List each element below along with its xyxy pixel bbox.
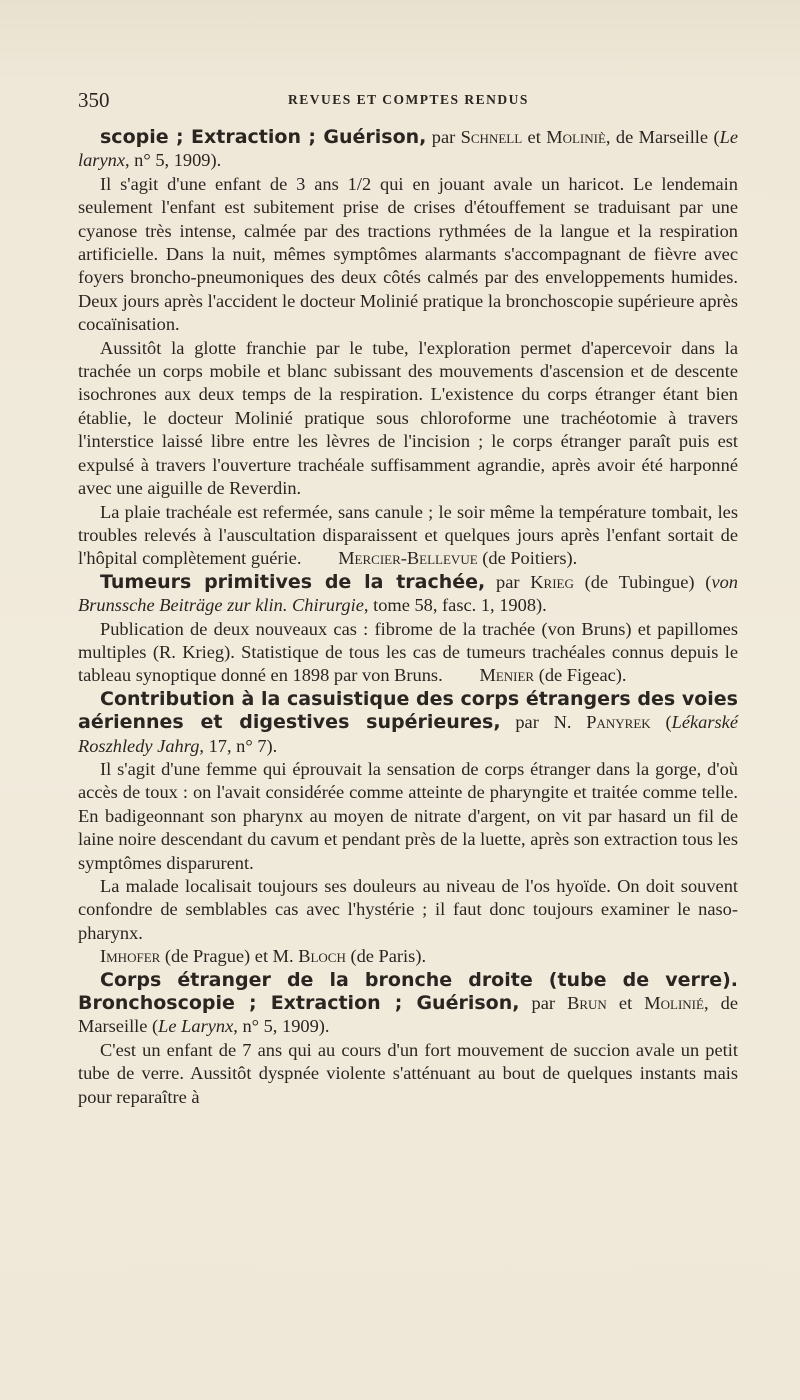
running-head: REVUES ET COMPTES RENDUS xyxy=(288,92,529,107)
entry-1-paragraph: La plaie trachéale est refermée, sans canule ; le soir même la température tombait, les troubles relevés à l'auscultation disparaissent et quelques jours après l'enfant sortait de l'hôpital complètement guérie. Mercier-Bellevue (de Poitiers). xyxy=(78,501,738,569)
entry-3-paragraph: La malade localisait toujours ses douleurs au niveau de l'os hyoïde. On doit souvent confondre de semblables cas avec l'hystérie ; il faut donc toujours examiner le naso-pharynx. xyxy=(78,876,738,943)
entry-2-journal: Brunssche Beiträge zur klin. Chirurgie xyxy=(78,595,364,616)
entry-3-reviewer: Imhofer (de Prague) et M. Bloch (de Paris). xyxy=(100,946,427,967)
page-body xyxy=(78,126,738,1109)
entry-1-reviewer: Mercier-Bellevue (de Poitiers). xyxy=(338,548,578,569)
entry-3-heading: Contribution à la casuistique des corps étrangers des voies aériennes et digestives supérieures, par N. Panyrek (Lékarské Roszhledy Jahrg, 17, n° 7). xyxy=(78,687,738,756)
entry-1-heading: scopie ; Extraction ; Guérison, par Schnell et Moliniè, de Marseille (Le larynx, n° 5, 1909). xyxy=(78,126,738,171)
entry-2-author: Krieg xyxy=(530,571,574,592)
entry-1-paragraph: Aussitôt la glotte franchie par le tube, l'exploration permet d'apercevoir dans la trachée un corps mobile et blanc subissant des mouvements d'ascension et de descente isochrones aux deux temps de la respiration. L'existence du corps étranger étant bien établie, le docteur Molinié pratique sous chloroforme une trachéotomie à travers l'interstice laissé libre entre les lèvres de l'incision ; le corps étranger paraît puis est expulsé à travers l'ouverture trachéale suffisamment agrandie, après avoir été harponné avec une aiguille de Reverdin. xyxy=(78,337,738,499)
entry-4-journal: Le Larynx xyxy=(158,1016,234,1037)
entry-1-author: Moliniè xyxy=(546,127,606,147)
entry-4-heading: Corps étranger de la bronche droite (tube de verre). Bronchoscopie ; Extraction ; Guérison, par Brun et Molinié, de Marseille (Le Larynx, n° 5, 1909). xyxy=(78,968,738,1037)
entry-2-heading: Tumeurs primitives de la trachée, par Krieg (de Tubingue) (von Brunssche Beiträge zur klin. Chirurgie, tome 58, fasc. 1, 1908). xyxy=(78,570,738,616)
page-header xyxy=(78,88,738,112)
entry-1-author: Schnell xyxy=(460,127,523,147)
entry-1-title: scopie ; Extraction ; Guérison, xyxy=(100,126,427,148)
entry-4-paragraph: C'est un enfant de 7 ans qui au cours d'un fort mouvement de succion avale un petit tube de verre. Aussitôt dyspnée violente s'atténuant au bout de quelques instants mais pour reparaître à xyxy=(78,1039,738,1107)
entry-3-author: Panyrek xyxy=(586,712,651,733)
entry-2-title: Tumeurs primitives de la trachée, xyxy=(100,570,486,593)
entry-2-reviewer: Menier (de Figeac). xyxy=(479,665,627,686)
page-number: 350 xyxy=(78,88,110,112)
entry-3-journal: Lékarské Roszhledy Jahrg xyxy=(78,712,738,756)
entry-4-title: Corps étranger de la bronche droite (tube de verre). Bronchoscopie ; Extraction ; Guérison, xyxy=(78,968,738,1015)
entry-3-paragraph: Il s'agit d'une femme qui éprouvait la sensation de corps étranger dans la gorge, d'où accès de toux : on l'avait considérée comme atteinte de pharyngite et traitée comme telle. En badigeonnant son pharynx au moyen de nitrate d'argent, on vit par hasard un fil de laine noire descendant du cavum et pendant près de la luette, après son extraction tous les symptômes disparurent. xyxy=(78,758,738,873)
entry-4-author: Molinié xyxy=(644,993,704,1014)
entry-1-journal: Le larynx xyxy=(78,127,738,171)
entry-1-paragraph: Il s'agit d'une enfant de 3 ans 1/2 qui en jouant avale un haricot. Le lendemain seulement l'enfant est subitement prise de crises d'étouffement se traduisant par une cyanose très intense, calmée par des tractions rythmées de la langue et la respiration artificielle. Dans la nuit, mêmes symptômes alarmants s'accompagnant de fièvre avec foyers broncho-pneumoniques des deux côtés calmés par des enveloppements humides. Deux jours après l'accident le docteur Molinié pratique la bronchoscopie supérieure après cocaïnisation. xyxy=(78,173,738,335)
entry-3-title: Contribution à la casuistique des corps étrangers des voies aériennes et digestives supérieures, xyxy=(78,687,738,734)
entry-4-author: Brun xyxy=(567,993,607,1014)
entry-2-paragraph: Publication de deux nouveaux cas : fibrome de la trachée (von Bruns) et papillomes multiples (R. Krieg). Statistique de tous les cas de tumeurs trachéales connus depuis le tableau synoptique donné en 1898 par von Bruns. Menier (de Figeac). xyxy=(78,618,738,686)
